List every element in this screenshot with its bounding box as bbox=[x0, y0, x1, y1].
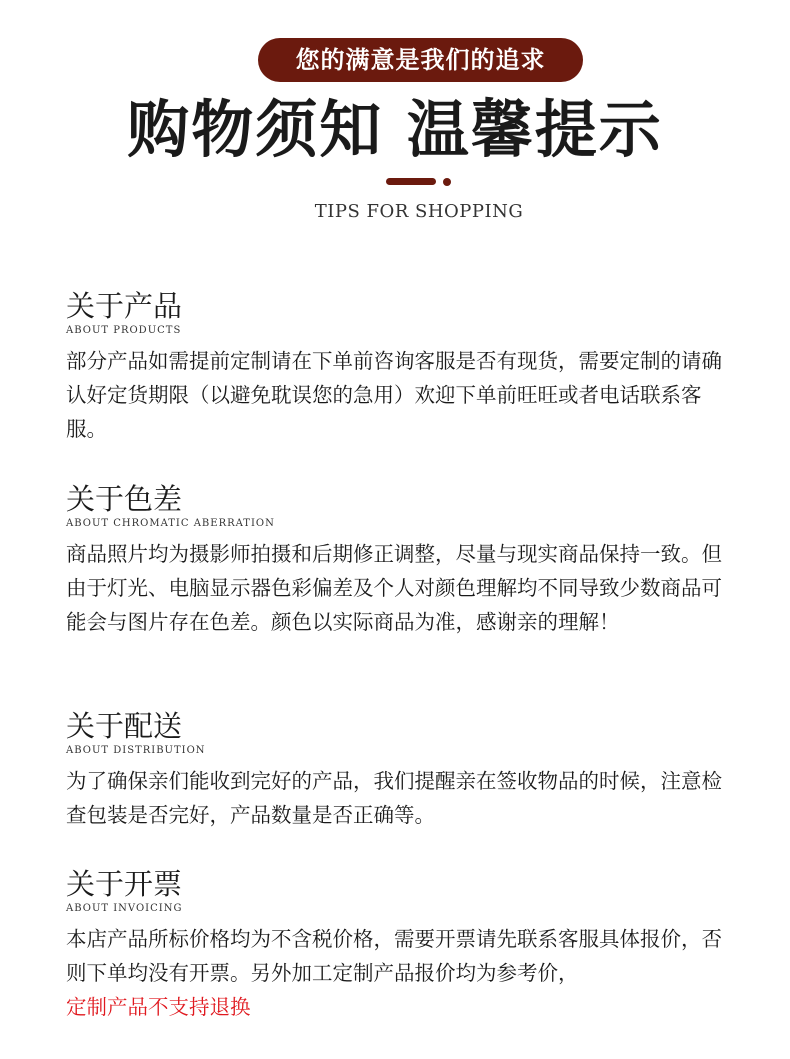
decorative-dot bbox=[443, 178, 451, 186]
section-subtitle: ABOUT DISTRIBUTION bbox=[66, 745, 206, 756]
section-title: 关于开票 bbox=[66, 867, 183, 901]
slogan-badge: 您的满意是我们的追求 bbox=[258, 38, 583, 82]
section-subtitle: ABOUT INVOICING bbox=[66, 903, 183, 914]
section-title: 关于色差 bbox=[66, 482, 183, 516]
section-about-invoicing bbox=[66, 866, 726, 1024]
section-body-text: 本店产品所标价格均为不含税价格，需要开票请先联系客服具体报价，否则下单均没有开票。另外加工定制产品报价均为参考价， bbox=[66, 927, 722, 985]
section-body bbox=[66, 922, 726, 1024]
section-title: 关于产品 bbox=[66, 289, 183, 323]
section-about-products bbox=[66, 288, 726, 446]
section-subtitle: ABOUT PRODUCTS bbox=[66, 325, 182, 336]
page-subtitle-en: TIPS FOR SHOPPING bbox=[314, 201, 524, 222]
decorative-bar bbox=[386, 178, 436, 185]
section-about-distribution bbox=[66, 708, 726, 832]
section-body: 为了确保亲们能收到完好的产品，我们提醒亲在签收物品的时候，注意检查包装是否完好，产品数量是否正确等。 bbox=[66, 769, 722, 827]
section-title: 关于配送 bbox=[66, 709, 183, 743]
section-subtitle: ABOUT CHROMATIC ABERRATION bbox=[66, 518, 275, 529]
section-body: 部分产品如需提前定制请在下单前咨询客服是否有现货，需要定制的请确认好定货期限（以避免耽误您的急用）欢迎下单前旺旺或者电话联系客服。 bbox=[66, 349, 722, 441]
no-return-warning: 定制产品不支持退换 bbox=[66, 995, 251, 1019]
section-about-chromatic-aberration bbox=[66, 481, 726, 639]
page-title: 购物须知 温馨提示 bbox=[127, 93, 663, 166]
section-body: 商品照片均为摄影师拍摄和后期修正调整，尽量与现实商品保持一致。但由于灯光、电脑显示器色彩偏差及个人对颜色理解均不同导致少数商品可能会与图片存在色差。颜色以实际商品为准，感谢亲的理解！ bbox=[66, 542, 722, 634]
